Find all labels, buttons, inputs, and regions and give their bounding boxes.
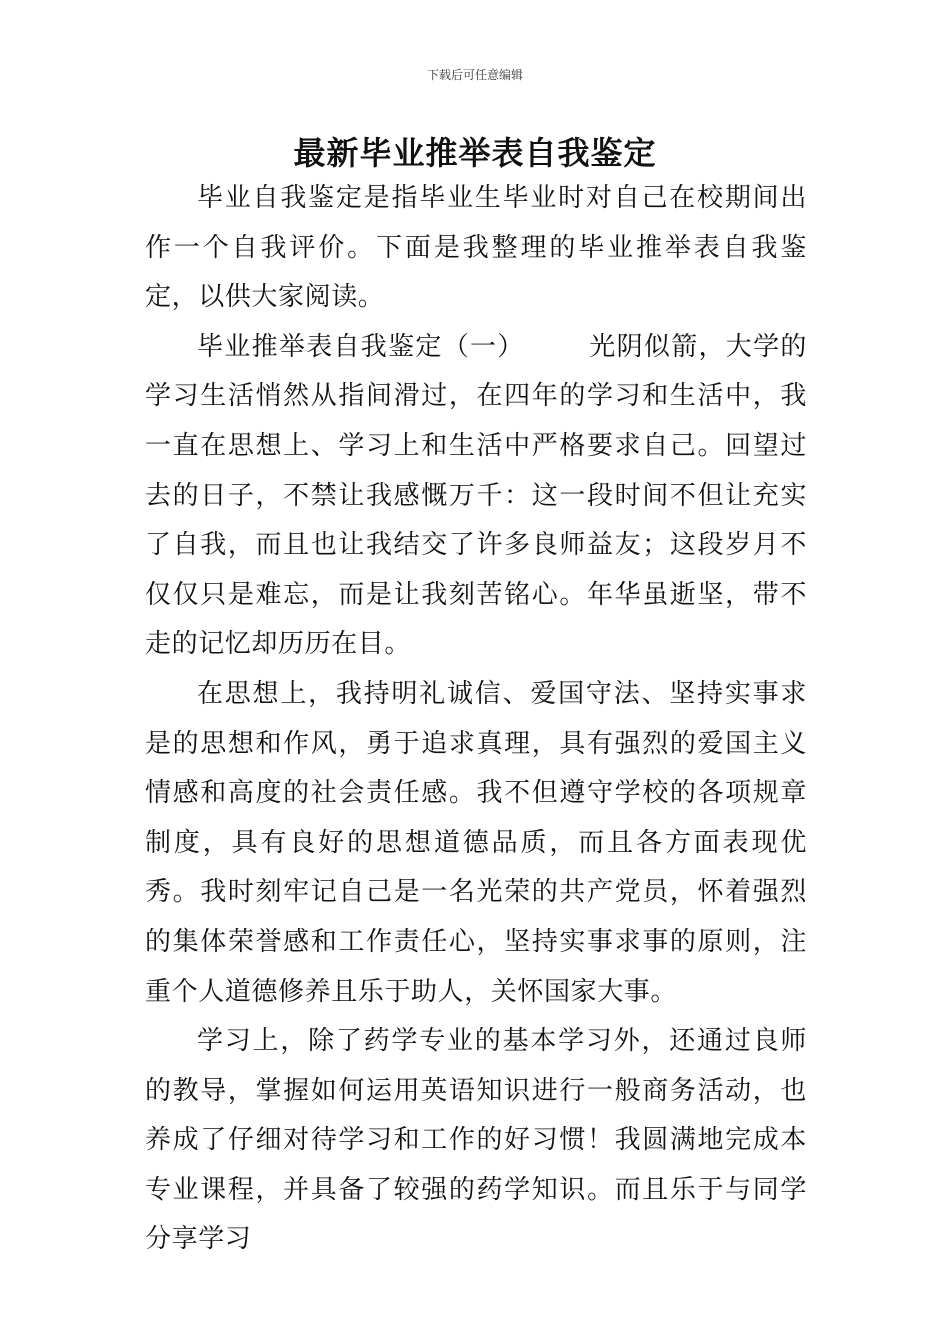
document-title: 最新毕业推举表自我鉴定 (293, 134, 657, 172)
paragraph-intro: 毕业自我鉴定是指毕业生毕业时对自己在校期间出作一个自我评价。下面是我整理的毕业推举表自我鉴定，以供大家阅读。 (145, 183, 807, 313)
paragraph-study: 学习上，除了药学专业的基本学习外，还通过良师的教导，掌握如何运用英语知识进行一般商务活动，也养成了仔细对待学习和工作的好习惯！我圆满地完成本专业课程，并具备了较强的药学知识。而且乐于与同学分享学习 (145, 1026, 807, 1255)
paragraph-thought: 在思想上，我持明礼诚信、爱国守法、坚持实事求是的思想和作风，勇于追求真理，具有强烈的爱国主义情感和高度的社会责任感。我不但遵守学校的各项规章制度，具有良好的思想道德品质，而且各方面表现优秀。我时刻牢记自己是一名光荣的共产党员，怀着强烈的集体荣誉感和工作责任心，坚持实事求事的原则，注重个人道德修养且乐于助人，关怀国家大事。 (145, 678, 807, 1007)
paragraph-section-one (145, 323, 807, 670)
document-body (145, 174, 807, 1265)
header-note: 下载后可任意编辑 (426, 68, 523, 82)
section-one-text: 光阴似箭，大学的学习生活悄然从指间滑过，在四年的学习和生活中，我一直在思想上、学习上和生活中严格要求自己。回望过去的日子，不禁让我感慨万千：这一段时间不但让充实了自我，而且也让我结交了许多良师益友；这段岁月不仅仅只是难忘，而是让我刻苦铭心。年华虽逝坚，带不走的记忆却历历在目。 (145, 331, 807, 660)
section-heading: 毕业推举表自我鉴定（一） (197, 331, 525, 362)
